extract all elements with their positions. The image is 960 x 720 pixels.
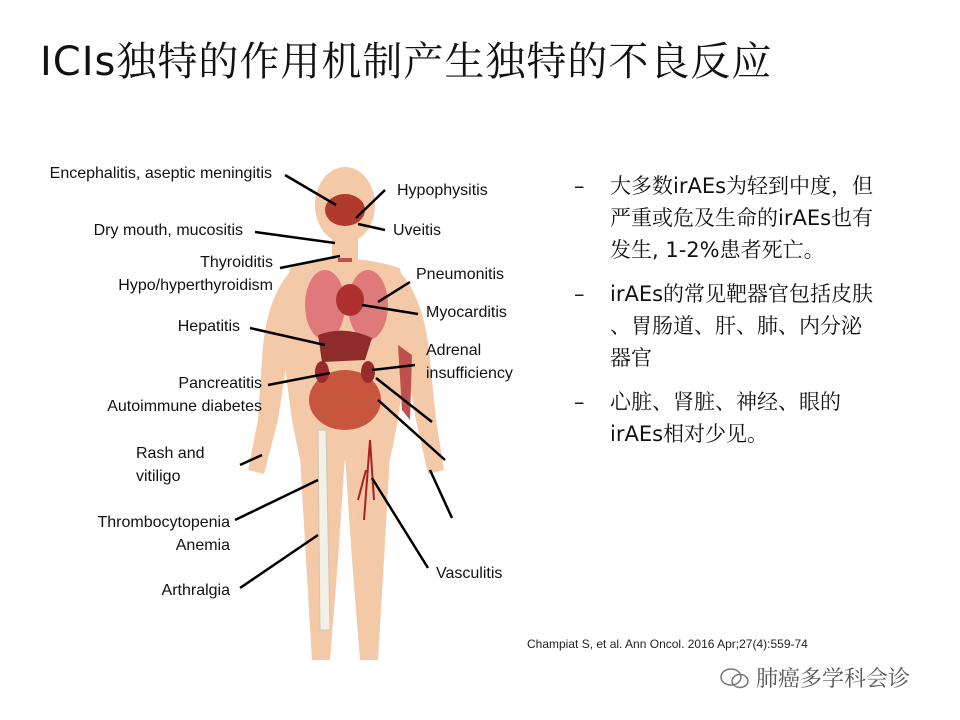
bullet-text: 严重或危及生命的irAEs也有	[610, 206, 874, 230]
bullet-marker: –	[574, 390, 585, 414]
label-anemia: Anemia	[175, 537, 230, 554]
brain	[325, 194, 365, 226]
label-hepatitis: Hepatitis	[177, 318, 240, 335]
label-insufficiency: insufficiency	[426, 365, 513, 382]
bullet-text: irAEs相对少见。	[610, 422, 769, 446]
bullet-item	[570, 170, 930, 266]
liver	[318, 331, 372, 362]
heart	[336, 284, 364, 316]
bullet-list	[570, 170, 930, 462]
label-myocarditis: Myocarditis	[426, 304, 507, 321]
slide-title: ICIs独特的作用机制产生独特的不良反应	[40, 39, 773, 85]
label-pancreatitis: Pancreatitis	[178, 375, 262, 392]
bullet-item	[570, 386, 930, 450]
bullet-text: 、胃肠道、肝、肺、内分泌	[610, 314, 862, 338]
citation: Champiat S, et al. Ann Oncol. 2016 Apr;27(4):559-74	[527, 637, 808, 651]
right-kidney	[361, 361, 375, 383]
watermark	[720, 662, 910, 693]
bullet-text: 大多数irAEs为轻到中度，但	[610, 174, 874, 198]
label-hypophysitis: Hypophysitis	[397, 182, 488, 199]
label-vitiligo: vitiligo	[136, 468, 181, 485]
bullet-text: 心脏、肾脏、神经、眼的	[610, 390, 841, 414]
wechat-icon	[720, 667, 750, 689]
bullet-text: 器官	[610, 346, 652, 370]
thyroid	[338, 258, 352, 262]
bullet-marker: –	[574, 282, 585, 306]
label-hypo-hyperthyroidism: Hypo/hyperthyroidism	[118, 277, 273, 294]
bullet-text: irAEs的常见靶器官包括皮肤	[610, 282, 874, 306]
bullet-marker: –	[574, 174, 585, 198]
bullet-text: 发生, 1-2%患者死亡。	[610, 238, 825, 262]
label-thyroiditis: Thyroiditis	[200, 254, 273, 271]
label-dry-mouth: Dry mouth, mucositis	[93, 222, 243, 239]
label-encephalitis: Encephalitis, aseptic meningitis	[49, 165, 272, 182]
label-vasculitis: Vasculitis	[436, 565, 503, 582]
leader-dry-mouth	[255, 232, 335, 243]
bullet-item	[570, 278, 930, 374]
label-arthralgia: Arthralgia	[161, 582, 230, 599]
watermark-text: 肺癌多学科会诊	[756, 667, 911, 692]
left-kidney	[315, 361, 329, 383]
label-adrenal: Adrenal	[426, 342, 482, 359]
label-autoimmune-diabetes: Autoimmune diabetes	[107, 398, 262, 415]
label-uveitis: Uveitis	[393, 222, 442, 239]
label-rash: Rash and	[136, 445, 205, 462]
label-thrombocytopenia: Thrombocytopenia	[97, 514, 230, 531]
label-pneumonitis: Pneumonitis	[416, 266, 505, 283]
leader-muscle	[430, 470, 452, 518]
